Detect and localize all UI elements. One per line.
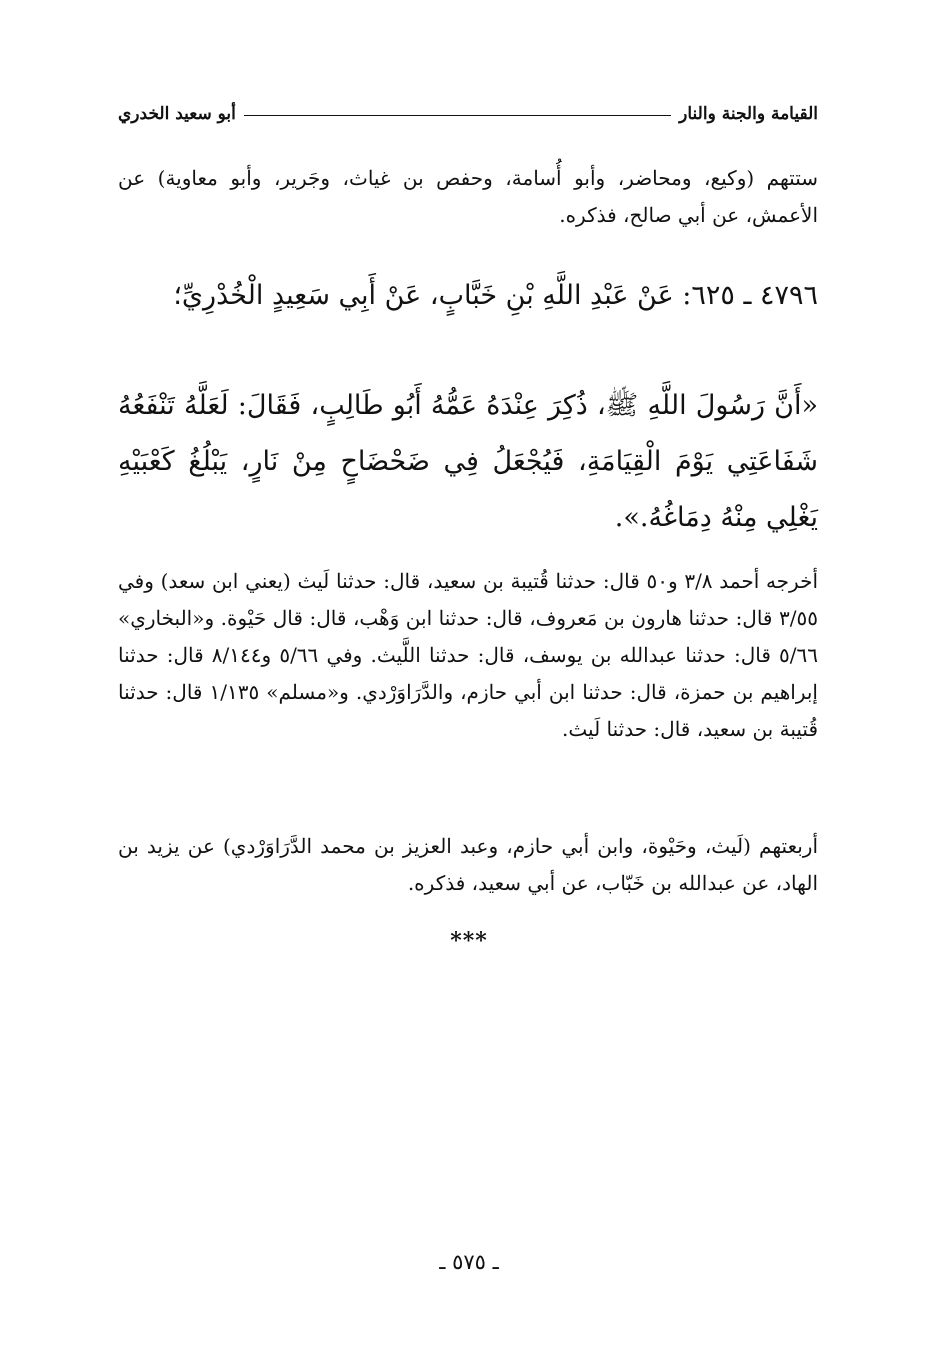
section-separator: *** xyxy=(450,928,488,954)
takhrij-paragraph: أخرجه أحمد ٣/٨ و٥٠ قال: حدثنا قُتيبة بن سعيد، قال: حدثنا لَيث (يعني ابن سعد) وفي ٣/٥٥ قال: حدثنا هارون بن مَعروف، قال: حدثنا ابن وَهْب، قال: قال حَيْوة. و«البخاري» ٥/٦٦ قال: حدثنا عبدالله بن يوسف، قال: حدثنا اللَّيث. وفي ٥/٦٦ و٨/١٤٤ قال: حدثنا إبراهيم بن حمزة، قال: حدثنا ابن أبي حازم، والدَّرَاوَرْدي. و«مسلم» ١/١٣٥ قال: حدثنا قُتيبة بن سعيد، قال: حدثنا لَيث. xyxy=(118,569,819,741)
running-header xyxy=(118,98,818,130)
hadith-text: «أَنَّ رَسُولَ اللَّهِ ﷺ، ذُكِرَ عِنْدَهُ عَمُّهُ أَبُو طَالِبٍ، فَقَالَ: لَعَلَّهُ تَنْفَعُهُ شَفَاعَتِي يَوْمَ الْقِيَامَةِ، فَيُجْعَلُ فِي ضَحْضَاحٍ مِنْ نَارٍ، يَبْلُغُ كَعْبَيْهِ يَغْلِي مِنْهُ دِمَاغُهُ.». xyxy=(118,390,818,533)
section-title: أبو سعيد الخدري xyxy=(118,104,236,124)
page-number: ـ ٥٧٥ ـ xyxy=(439,1250,499,1274)
header-rule xyxy=(244,115,671,116)
chain-summary-paragraph: أربعتهم (لَيث، وحَيْوة، وابن أبي حازم، وعبد العزيز بن محمد الدَّرَاوَرْدي) عن يزيد بن الهاد، عن عبدالله بن خَبّاب، عن أبي سعيد، فذكره. xyxy=(118,834,818,895)
paragraph-narrators: ستتهم (وكيع، ومحاضر، وأبو أُسامة، وحفص بن غياث، وجَرير، وأبو معاوية) عن الأعمش، عن أبي صالح، فذكره. xyxy=(118,166,818,227)
hadith-heading: ٤٧٩٦ ـ ٦٢٥: عَنْ عَبْدِ اللَّهِ بْنِ خَبَّابٍ، عَنْ أَبِي سَعِيدٍ الْخُدْرِيِّ؛ xyxy=(173,280,818,311)
book-title: القيامة والجنة والنار xyxy=(679,104,818,124)
